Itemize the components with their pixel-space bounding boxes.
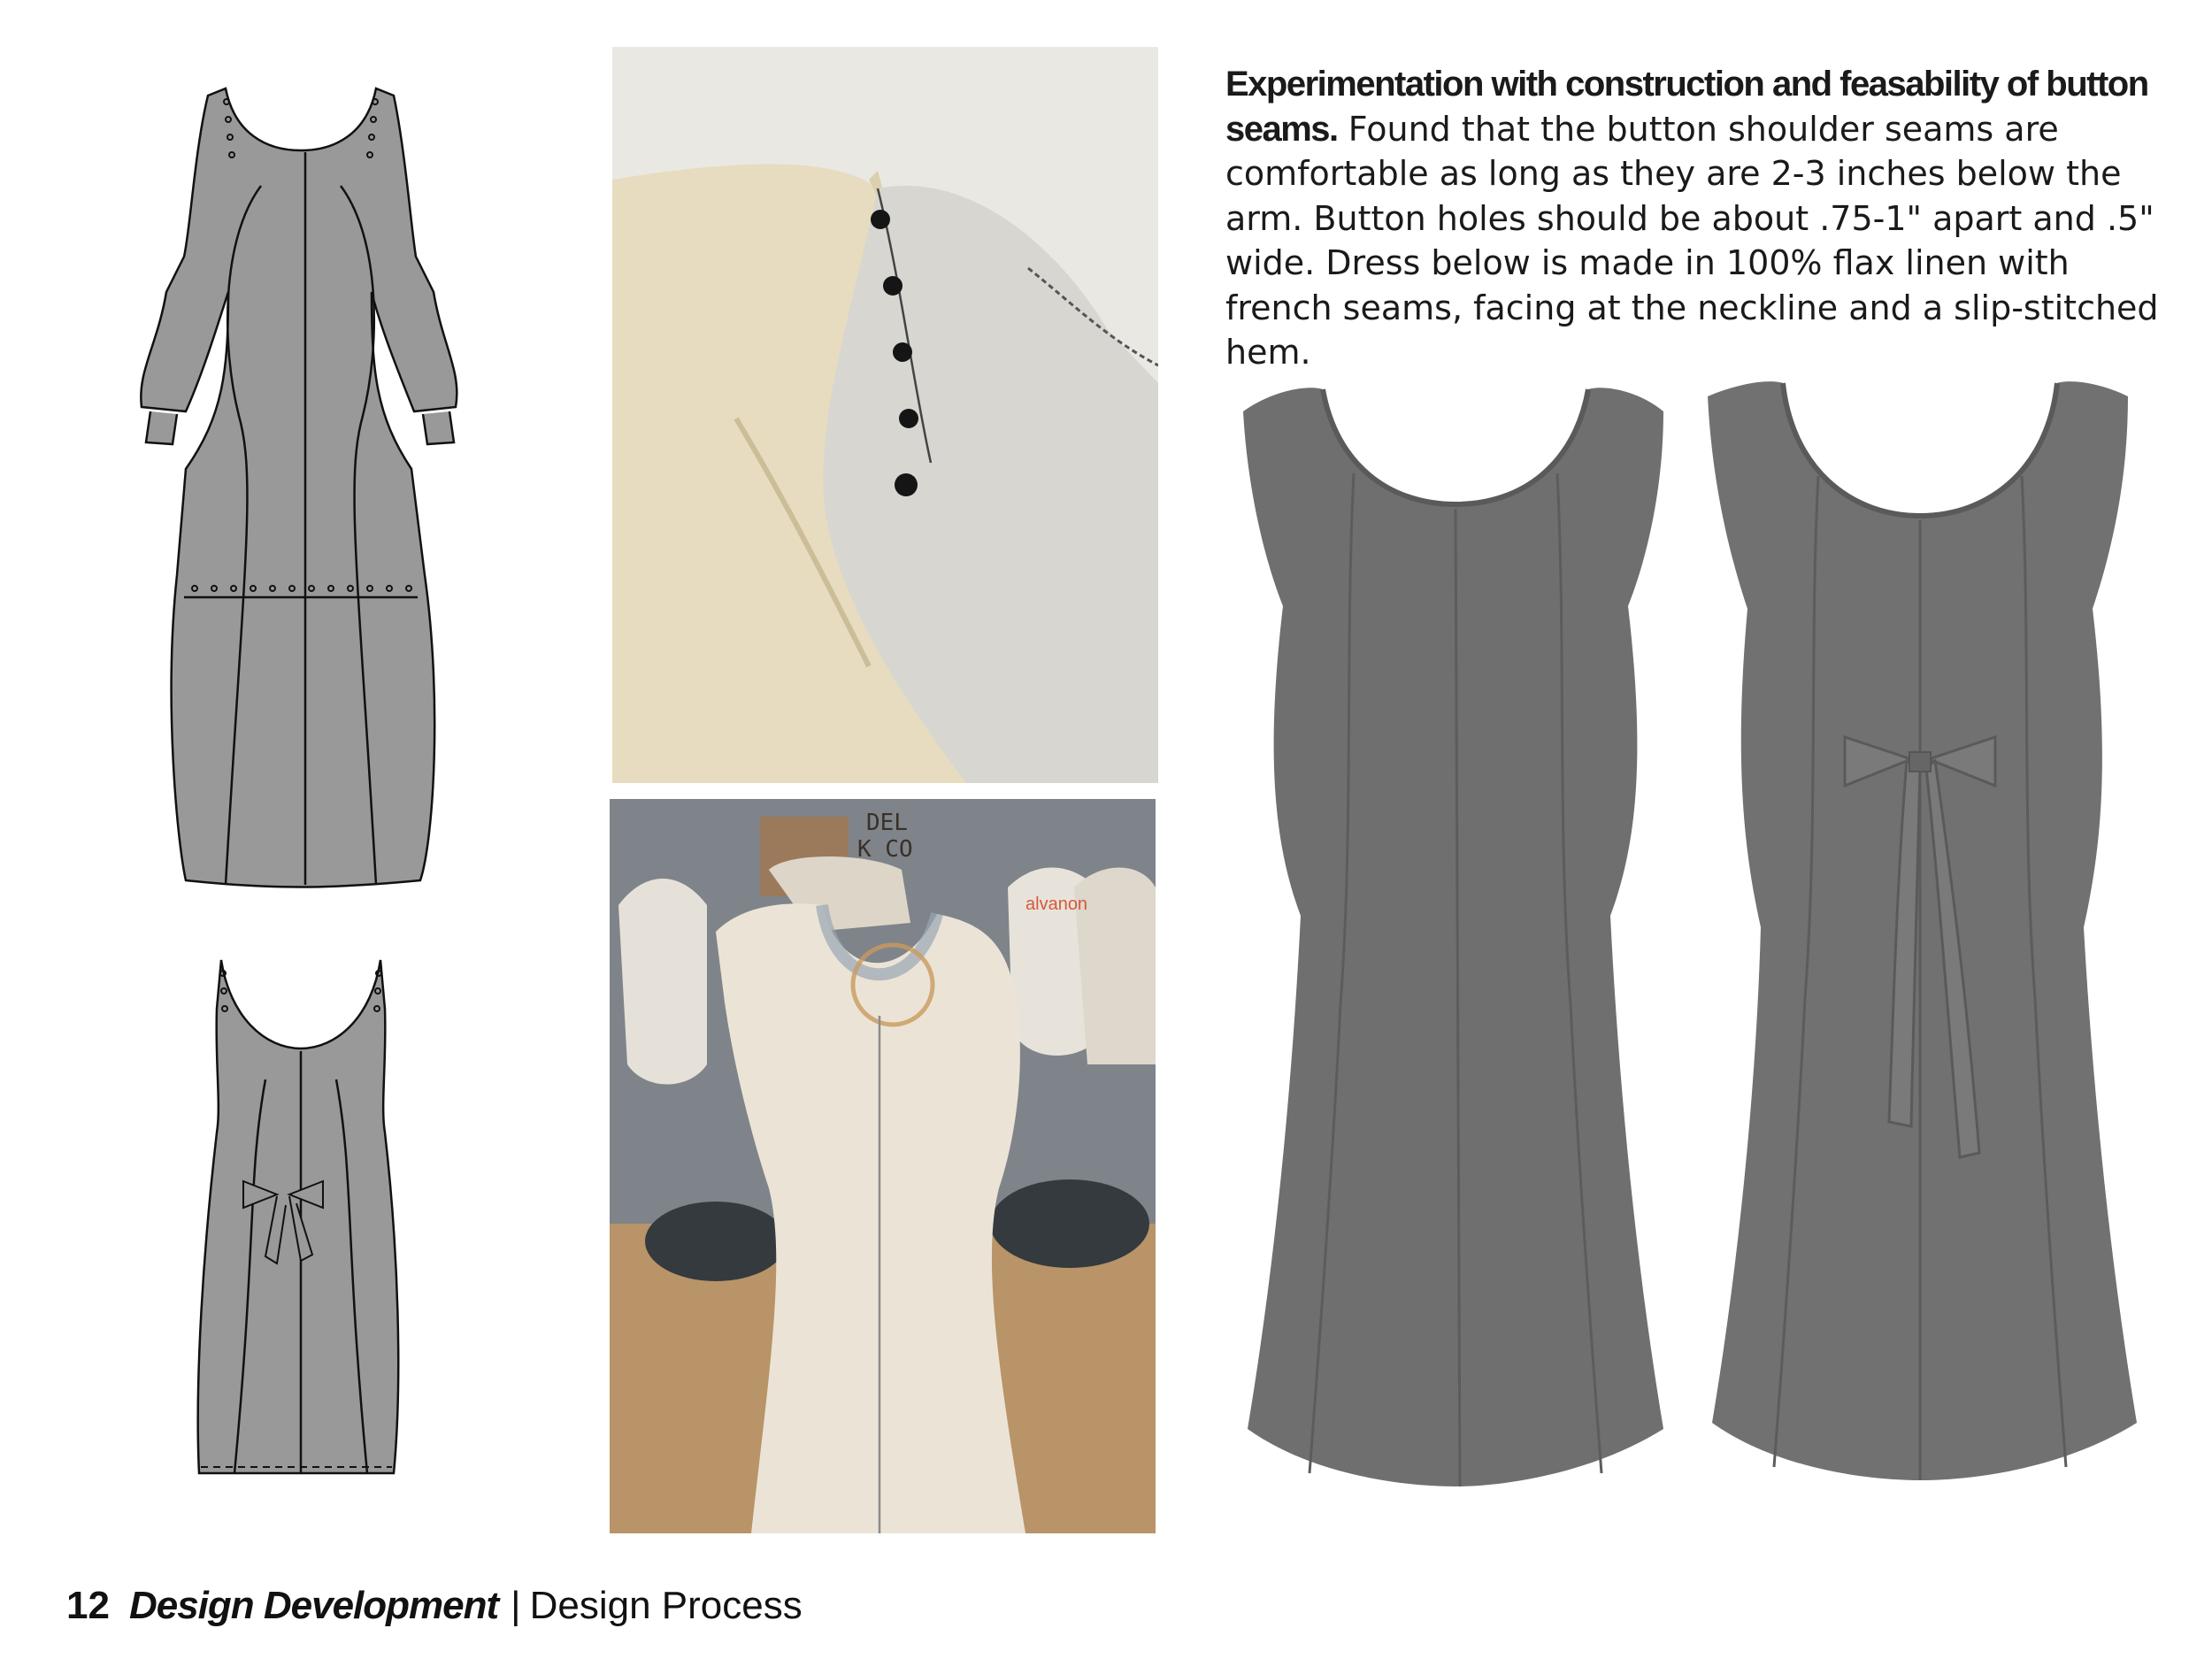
section-title: Design Development (128, 1584, 499, 1627)
page-footer (66, 1584, 803, 1637)
subsection-title: Design Process (529, 1584, 803, 1627)
linen-dress-front-photo (1239, 385, 1672, 1500)
mannequin-brand-logo: alvanon (1025, 895, 1088, 914)
description-body: Found that the button shoulder seams are comfortable as long as they are 2-3 inches below the arm. Button holes should be about .75-1" apart and .5" wide. Dress below is made in 100% flax linen with french seams, facing at the neckline and a slip-stitched hem. (1225, 109, 2159, 372)
dress-form-tag-line-1: DEL (866, 810, 908, 836)
long-sleeve-dress-flat (62, 80, 540, 902)
footer-separator: | (511, 1584, 521, 1627)
button-seam-closeup-photo (612, 47, 1158, 783)
dress-form-tag (857, 810, 913, 863)
dress-form-tag-line-2: K CO (857, 836, 913, 863)
description-heading: Experimentation with construction and feasability of button seams. (1225, 65, 2148, 149)
muslin-dress-form-photo (610, 799, 1156, 1533)
page-number: 12 (66, 1584, 110, 1627)
linen-dress-back-photo (1694, 379, 2146, 1494)
description-paragraph (1225, 62, 2163, 375)
sleeveless-dress-flat (181, 956, 420, 1486)
